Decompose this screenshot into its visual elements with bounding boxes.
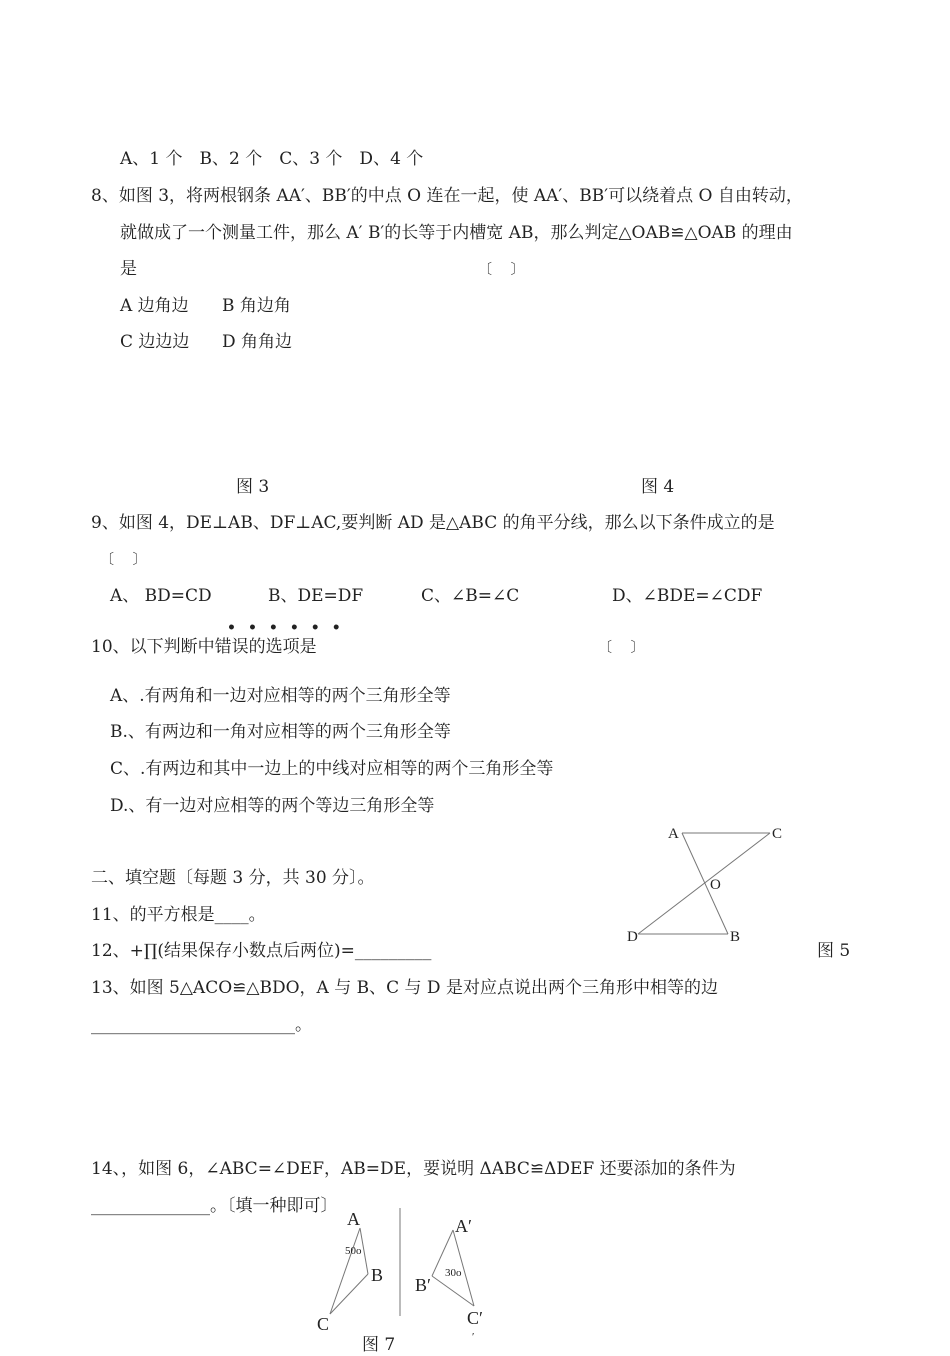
fig5-label-o: O <box>710 877 721 893</box>
q12-text: 12、+∏(结果保存小数点后两位)=_________ <box>91 941 432 961</box>
q9-option-d: D、∠BDE=∠CDF <box>612 586 763 606</box>
q8-option-a: A 边角边 <box>120 296 189 316</box>
q9-option-c: C、∠B=∠C <box>421 586 520 606</box>
q14-stem-line1: 14、，如图 6，∠ABC=∠DEF，AB=DE，要说明 ΔABC≌ΔDEF 还要添加的条件为 <box>91 1159 736 1179</box>
fig7-left-label-c: C <box>317 1314 330 1334</box>
fig7-right-label-c: C′ <box>467 1308 483 1328</box>
q8-stem-line2: 就做成了一个测量工件，那么 A′ B′的长等于内槽宽 AB，那么判定△OAB≌△OAB 的理由 <box>120 223 793 243</box>
fig4-caption: 图 4 <box>641 477 675 497</box>
fig5-label-a: A <box>668 826 679 842</box>
fig7-left-label-b: B <box>371 1265 384 1285</box>
q9-answer-bracket: 〔 〕 <box>100 552 147 568</box>
q9-option-a: A、 BD=CD <box>110 586 212 606</box>
fig3-caption: 图 3 <box>236 477 270 497</box>
fig5-label-c: C <box>772 826 783 842</box>
fig7-under-mark: ′ <box>472 1331 475 1343</box>
q8-stem-line1: 8、如图 3，将两根钢条 AA′、BB′的中点 O 连在一起，使 AA′、BB′可以绕着点 O 自由转动， <box>91 186 803 206</box>
q10-emphasis-dots: •••••• <box>227 620 353 636</box>
fig5-caption: 图 5 <box>817 941 851 961</box>
q8-option-c: C 边边边 <box>120 332 190 352</box>
fig7-diagram <box>300 1204 520 1344</box>
fig7-right-label-b: B′ <box>415 1275 431 1295</box>
section2-title: 二、填空题〔每题 3 分，共 30 分〕。 <box>91 868 375 888</box>
q9-option-b: B、DE=DF <box>268 586 364 606</box>
q9-stem: 9、如图 4，DE⊥AB、DF⊥AC,要判断 AD 是△ABC 的角平分线，那么以下条件成立的是 <box>91 513 775 533</box>
q8-answer-bracket: 〔 〕 <box>478 262 525 278</box>
fig7-left-label-a: A <box>347 1209 360 1229</box>
fig5-label-d: D <box>627 929 638 945</box>
fig7-caption: 图 7 <box>362 1335 396 1355</box>
q10-option-c: C、.有两边和其中一边上的中线对应相等的两个三角形全等 <box>110 759 554 779</box>
q10-option-d: D.、有一边对应相等的两个等边三角形全等 <box>110 796 435 816</box>
q8-stem-line3: 是 <box>120 259 137 279</box>
q10-answer-bracket: 〔 〕 <box>598 640 645 656</box>
q10-stem: 10、以下判断中错误的选项是 <box>91 637 317 657</box>
fig5-label-b: B <box>730 929 741 945</box>
q7-options: A、1 个 B、2 个 C、3 个 D、4 个 <box>120 149 424 169</box>
q8-option-d: D 角角边 <box>222 332 293 352</box>
q10-option-b: B.、有两边和一角对应相等的两个三角形全等 <box>110 722 451 742</box>
q13-stem: 13、如图 5△ACO≌△BDO，A 与 B、C 与 D 是对应点说出两个三角形中相等的边 <box>91 978 718 998</box>
q14-stem-line2: ______________。〔填一种即可〕 <box>91 1196 338 1216</box>
fig5-diagram <box>620 820 820 950</box>
fig7-left-angle: 50o <box>345 1245 362 1257</box>
fig7-right-angle: 30o <box>445 1267 462 1279</box>
q11-text: 11、的平方根是____。 <box>91 905 266 925</box>
fig7-right-label-a: A′ <box>455 1216 472 1236</box>
q13-answer-blank: ________________________。 <box>91 1015 312 1035</box>
q8-option-b: B 角边角 <box>222 296 291 316</box>
q10-option-a: A、.有两角和一边对应相等的两个三角形全等 <box>110 686 451 706</box>
